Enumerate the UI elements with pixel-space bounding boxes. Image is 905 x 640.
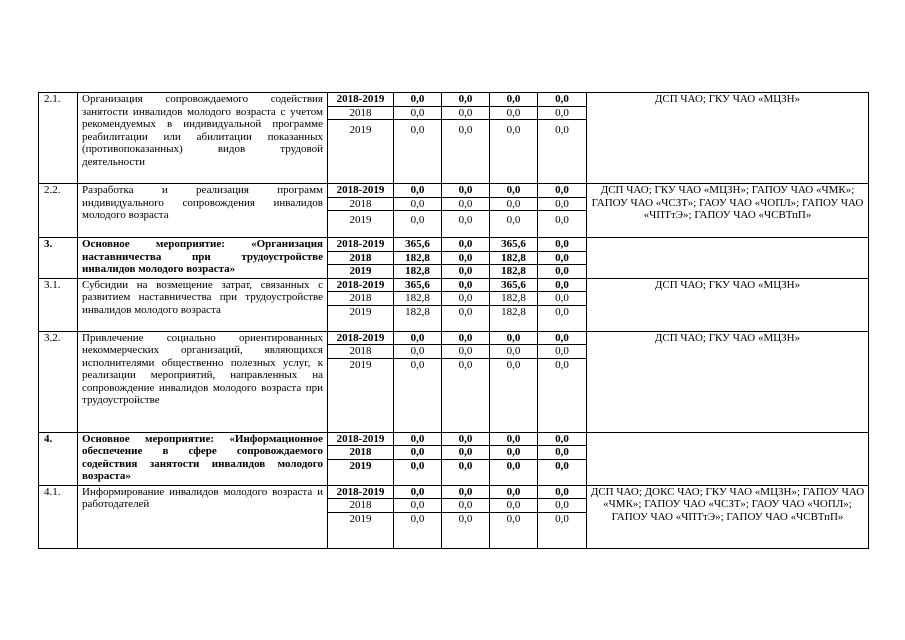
value-cell: 0,0 — [490, 499, 538, 513]
value-cell: 0,0 — [490, 345, 538, 359]
value-cell: 0,0 — [538, 211, 587, 238]
value-cell: 0,0 — [538, 499, 587, 513]
table-row — [39, 278, 869, 292]
value-cell: 0,0 — [394, 446, 442, 460]
value-cell: 0,0 — [442, 265, 490, 279]
executors-cell — [587, 432, 869, 485]
value-cell: 0,0 — [490, 446, 538, 460]
value-cell: 0,0 — [538, 331, 587, 345]
year-cell: 2018-2019 — [328, 238, 394, 252]
year-cell: 2019 — [328, 211, 394, 238]
value-cell: 365,6 — [394, 238, 442, 252]
value-cell: 0,0 — [442, 184, 490, 198]
value-cell: 0,0 — [490, 358, 538, 432]
value-cell: 0,0 — [442, 432, 490, 446]
value-cell: 365,6 — [490, 278, 538, 292]
value-cell: 0,0 — [490, 184, 538, 198]
row-number: 3.1. — [39, 278, 78, 331]
value-cell: 0,0 — [442, 499, 490, 513]
value-cell: 182,8 — [394, 292, 442, 306]
value-cell: 182,8 — [394, 305, 442, 331]
measure-name: Основное мероприятие: «Организация наставничества при трудоустройстве инвалидов молодого возраста» — [78, 238, 328, 279]
year-cell: 2019 — [328, 459, 394, 485]
value-cell: 0,0 — [538, 305, 587, 331]
value-cell: 182,8 — [490, 265, 538, 279]
measure-name: Привлечение социально ориентированных некоммерческих организаций, являющихся исполнителями общественно полезных услуг, к реализации мероприятий, направленных на сопровождение инвалидов молодого возраста при трудоустройстве — [78, 331, 328, 432]
value-cell: 0,0 — [538, 459, 587, 485]
row-number: 4. — [39, 432, 78, 485]
value-cell: 0,0 — [538, 184, 587, 198]
value-cell: 0,0 — [538, 345, 587, 359]
value-cell: 0,0 — [538, 106, 587, 120]
year-cell: 2019 — [328, 305, 394, 331]
value-cell: 0,0 — [442, 106, 490, 120]
value-cell: 0,0 — [394, 485, 442, 499]
value-cell: 0,0 — [442, 197, 490, 211]
value-cell: 0,0 — [442, 211, 490, 238]
measure-name: Разработка и реализация программ индивидуального сопровождения инвалидов молодого возраста — [78, 184, 328, 238]
value-cell: 0,0 — [538, 358, 587, 432]
value-cell: 0,0 — [490, 432, 538, 446]
year-cell: 2019 — [328, 512, 394, 548]
value-cell: 0,0 — [538, 93, 587, 107]
value-cell: 182,8 — [490, 305, 538, 331]
year-cell: 2019 — [328, 265, 394, 279]
value-cell: 0,0 — [394, 197, 442, 211]
value-cell: 0,0 — [538, 120, 587, 184]
value-cell: 0,0 — [490, 120, 538, 184]
value-cell: 0,0 — [538, 446, 587, 460]
year-cell: 2019 — [328, 120, 394, 184]
measures-table — [38, 92, 869, 549]
executors-cell: ДСП ЧАО; ДОКС ЧАО; ГКУ ЧАО «МЦЗН»; ГАПОУ ЧАО «ЧМК»; ГАПОУ ЧАО «ЧСЗТ»; ГАОУ ЧАО «ЧОПЛ»; ГАПОУ ЧАО «ЧПТтЭ»; ГАПОУ ЧАО «ЧСВТпП» — [587, 485, 869, 548]
value-cell: 0,0 — [394, 512, 442, 548]
value-cell: 365,6 — [394, 278, 442, 292]
value-cell: 0,0 — [538, 265, 587, 279]
table-row — [39, 331, 869, 345]
executors-cell: ДСП ЧАО; ГКУ ЧАО «МЦЗН» — [587, 331, 869, 432]
value-cell: 0,0 — [490, 459, 538, 485]
table-row — [39, 184, 869, 198]
year-cell: 2018 — [328, 345, 394, 359]
value-cell: 0,0 — [490, 197, 538, 211]
value-cell: 0,0 — [394, 184, 442, 198]
table-row — [39, 432, 869, 446]
value-cell: 182,8 — [394, 251, 442, 265]
measure-name: Субсидии на возмещение затрат, связанных с развитием наставничества при трудоустройстве инвалидов молодого возраста — [78, 278, 328, 331]
value-cell: 0,0 — [442, 485, 490, 499]
value-cell: 182,8 — [394, 265, 442, 279]
executors-cell: ДСП ЧАО; ГКУ ЧАО «МЦЗН»; ГАПОУ ЧАО «ЧМК»; ГАПОУ ЧАО «ЧСЗТ»; ГАОУ ЧАО «ЧОПЛ»; ГАПОУ ЧАО «ЧПТтЭ»; ГАПОУ ЧАО «ЧСВТпП» — [587, 184, 869, 238]
value-cell: 0,0 — [538, 432, 587, 446]
value-cell: 0,0 — [490, 485, 538, 499]
row-number: 3.2. — [39, 331, 78, 432]
value-cell: 0,0 — [394, 211, 442, 238]
value-cell: 0,0 — [538, 485, 587, 499]
value-cell: 0,0 — [538, 197, 587, 211]
value-cell: 0,0 — [442, 292, 490, 306]
value-cell: 182,8 — [490, 292, 538, 306]
value-cell: 0,0 — [538, 278, 587, 292]
value-cell: 0,0 — [490, 331, 538, 345]
value-cell: 0,0 — [394, 459, 442, 485]
value-cell: 0,0 — [442, 305, 490, 331]
year-cell: 2018 — [328, 251, 394, 265]
value-cell: 0,0 — [538, 292, 587, 306]
value-cell: 0,0 — [442, 345, 490, 359]
value-cell: 0,0 — [442, 251, 490, 265]
measure-name: Основное мероприятие: «Информационное обеспечение в сфере сопровождаемого содействия занятости инвалидов молодого возраста» — [78, 432, 328, 485]
value-cell: 0,0 — [538, 512, 587, 548]
table-row — [39, 93, 869, 107]
measure-name: Информирование инвалидов молодого возраста и работодателей — [78, 485, 328, 548]
row-number: 3. — [39, 238, 78, 279]
value-cell: 0,0 — [538, 238, 587, 252]
table-row — [39, 238, 869, 252]
value-cell: 0,0 — [442, 512, 490, 548]
value-cell: 0,0 — [442, 238, 490, 252]
executors-cell: ДСП ЧАО; ГКУ ЧАО «МЦЗН» — [587, 278, 869, 331]
value-cell: 0,0 — [442, 278, 490, 292]
year-cell: 2018-2019 — [328, 93, 394, 107]
value-cell: 0,0 — [394, 93, 442, 107]
value-cell: 0,0 — [442, 446, 490, 460]
value-cell: 0,0 — [538, 251, 587, 265]
value-cell: 0,0 — [394, 331, 442, 345]
year-cell: 2018 — [328, 106, 394, 120]
value-cell: 365,6 — [490, 238, 538, 252]
value-cell: 0,0 — [442, 459, 490, 485]
year-cell: 2018-2019 — [328, 432, 394, 446]
value-cell: 0,0 — [394, 120, 442, 184]
value-cell: 0,0 — [490, 211, 538, 238]
value-cell: 182,8 — [490, 251, 538, 265]
table-row — [39, 485, 869, 499]
year-cell: 2018-2019 — [328, 485, 394, 499]
value-cell: 0,0 — [442, 93, 490, 107]
row-number: 2.1. — [39, 93, 78, 184]
year-cell: 2018 — [328, 197, 394, 211]
row-number: 4.1. — [39, 485, 78, 548]
value-cell: 0,0 — [490, 512, 538, 548]
value-cell: 0,0 — [442, 120, 490, 184]
year-cell: 2018-2019 — [328, 331, 394, 345]
year-cell: 2019 — [328, 358, 394, 432]
value-cell: 0,0 — [394, 106, 442, 120]
measure-name: Организация сопровождаемого содействия занятости инвалидов молодого возраста с учетом рекомендуемых в индивидуальной программе реабилитации или абилитации показанных (противопоказанных) видов трудовой деятельности — [78, 93, 328, 184]
row-number: 2.2. — [39, 184, 78, 238]
value-cell: 0,0 — [394, 358, 442, 432]
year-cell: 2018 — [328, 446, 394, 460]
value-cell: 0,0 — [394, 345, 442, 359]
year-cell: 2018 — [328, 292, 394, 306]
executors-cell — [587, 238, 869, 279]
year-cell: 2018-2019 — [328, 278, 394, 292]
year-cell: 2018 — [328, 499, 394, 513]
value-cell: 0,0 — [442, 331, 490, 345]
value-cell: 0,0 — [394, 432, 442, 446]
value-cell: 0,0 — [490, 93, 538, 107]
value-cell: 0,0 — [442, 358, 490, 432]
year-cell: 2018-2019 — [328, 184, 394, 198]
value-cell: 0,0 — [490, 106, 538, 120]
value-cell: 0,0 — [394, 499, 442, 513]
executors-cell: ДСП ЧАО; ГКУ ЧАО «МЦЗН» — [587, 93, 869, 184]
